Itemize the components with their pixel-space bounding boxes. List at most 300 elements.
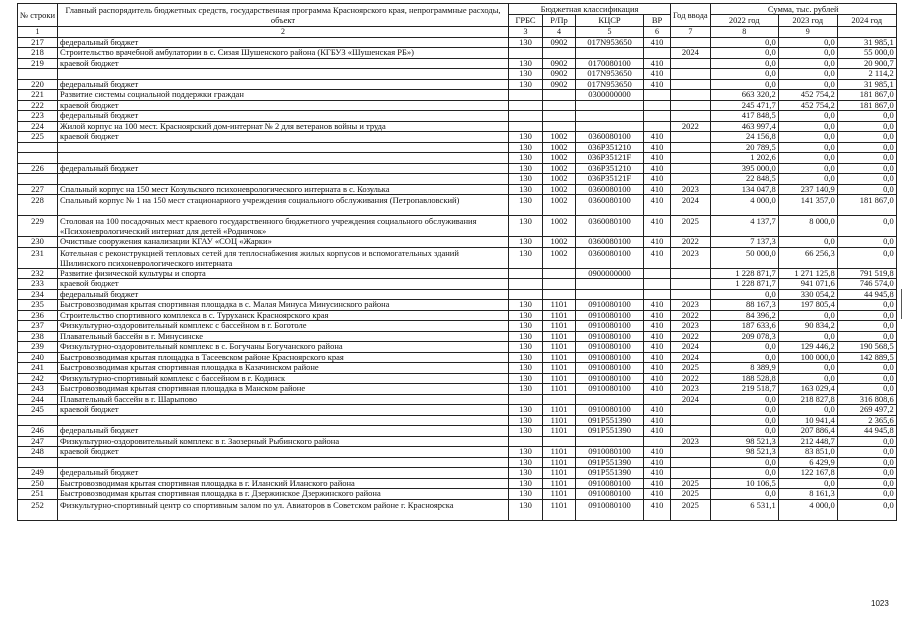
sum-2023-cell: 197 805,4 [778,300,837,311]
sum-2024-cell: 0,0 [837,142,896,153]
header-2022: 2022 год [710,15,778,27]
vr-cell [644,111,671,122]
kcsr-cell: 0360080100 [576,195,644,216]
kcsr-cell: 0910080100 [576,499,644,520]
vr-cell: 410 [644,321,671,332]
name-cell: краевой бюджет [58,100,509,111]
year-cell [671,163,711,174]
grbs-cell: 130 [509,468,543,479]
table-row [18,426,897,437]
name-cell: краевой бюджет [58,279,509,290]
year-cell: 2022 [671,237,711,248]
rpr-cell [543,48,576,59]
kcsr-cell: 091P551390 [576,457,644,468]
sum-2022-cell: 0,0 [710,342,778,353]
sum-2023-cell: 212 448,7 [778,436,837,447]
table-row [18,111,897,122]
grbs-cell: 130 [509,132,543,143]
kcsr-cell: 0910080100 [576,300,644,311]
table-row [18,79,897,90]
sum-2023-cell: 0,0 [778,111,837,122]
sum-2023-cell: 0,0 [778,79,837,90]
sum-2022-cell: 209 078,3 [710,331,778,342]
row-number-cell: 218 [18,48,58,59]
kcsr-cell: 0910080100 [576,405,644,416]
year-cell: 2023 [671,247,711,268]
vr-cell [644,436,671,447]
kcsr-cell: 0910080100 [576,384,644,395]
year-cell: 2023 [671,384,711,395]
sum-2022-cell: 98 521,3 [710,436,778,447]
kcsr-cell: 0910080100 [576,373,644,384]
table-row [18,499,897,520]
kcsr-cell: 0910080100 [576,363,644,374]
vr-cell: 410 [644,405,671,416]
header-row-number: № строки [18,4,58,27]
vr-cell: 410 [644,384,671,395]
grbs-cell: 130 [509,426,543,437]
sum-2023-cell: 0,0 [778,310,837,321]
year-cell: 2024 [671,195,711,216]
grbs-cell: 130 [509,37,543,48]
sum-2022-cell: 0,0 [710,352,778,363]
year-cell: 2024 [671,48,711,59]
name-cell: Развитие физической культуры и спорта [58,268,509,279]
vr-cell: 410 [644,373,671,384]
grbs-cell: 130 [509,331,543,342]
sum-2022-cell: 8 389,9 [710,363,778,374]
sum-2024-cell: 0,0 [837,321,896,332]
sum-2024-cell: 0,0 [837,247,896,268]
sum-2024-cell: 0,0 [837,132,896,143]
rpr-cell: 1101 [543,310,576,321]
year-cell [671,132,711,143]
budget-table [17,3,897,521]
table-row [18,237,897,248]
vr-cell: 410 [644,426,671,437]
vr-cell: 410 [644,300,671,311]
sum-2022-cell: 188 528,8 [710,373,778,384]
row-number-cell: 234 [18,289,58,300]
sum-2023-cell: 141 357,0 [778,195,837,216]
year-cell [671,58,711,69]
sum-2022-cell: 1 228 871,7 [710,279,778,290]
sum-2022-cell: 0,0 [710,405,778,416]
table-row [18,363,897,374]
table-row [18,132,897,143]
name-cell: Плавательный бассейн в г. Минусинске [58,331,509,342]
grbs-cell [509,111,543,122]
sum-2024-cell: 269 497,2 [837,405,896,416]
table-row [18,184,897,195]
table-row [18,447,897,458]
year-cell: 2025 [671,499,711,520]
name-cell: Физкультурно-спортивный центр со спортивным залом по ул. Авиаторов в Советском районе г. Красноярска [58,499,509,520]
row-number-cell: 236 [18,310,58,321]
sum-2024-cell: 0,0 [837,363,896,374]
table-row [18,69,897,80]
table-row [18,195,897,216]
vr-cell: 410 [644,352,671,363]
vr-cell: 410 [644,499,671,520]
table-row [18,289,897,300]
rpr-cell: 1101 [543,405,576,416]
sum-2024-cell: 316 808,6 [837,394,896,405]
name-cell [58,69,509,80]
name-cell: Жилой корпус на 100 мест. Красноярский дом-интернат № 2 для ветеранов войны и труда [58,121,509,132]
kcsr-cell: 0360080100 [576,247,644,268]
sum-2023-cell: 8 161,3 [778,489,837,500]
grbs-cell: 130 [509,373,543,384]
kcsr-cell: 017N953650 [576,79,644,90]
sum-2023-cell: 0,0 [778,153,837,164]
kcsr-cell: 036P35121F [576,174,644,185]
sum-2023-cell: 163 029,4 [778,384,837,395]
grbs-cell: 130 [509,489,543,500]
row-number-cell: 239 [18,342,58,353]
sum-2023-cell: 66 256,3 [778,247,837,268]
table-row [18,384,897,395]
sum-2023-cell: 330 054,2 [778,289,837,300]
sum-2023-cell: 0,0 [778,237,837,248]
year-cell [671,153,711,164]
table-row [18,415,897,426]
rpr-cell: 1101 [543,478,576,489]
sum-2024-cell: 31 985,1 [837,79,896,90]
sum-2023-cell: 100 000,0 [778,352,837,363]
kcsr-cell: 017N953650 [576,69,644,80]
name-cell: Строительство спортивного комплекса в с. Туруханск Красноярского края [58,310,509,321]
rpr-cell: 1101 [543,457,576,468]
name-cell: Плавательный бассейн в г. Шарыпово [58,394,509,405]
grbs-cell: 130 [509,321,543,332]
grbs-cell: 130 [509,195,543,216]
row-number-cell: 229 [18,216,58,237]
sum-2023-cell: 0,0 [778,69,837,80]
year-cell [671,111,711,122]
sum-2023-cell: 8 000,0 [778,216,837,237]
sum-2022-cell: 88 167,3 [710,300,778,311]
year-cell: 2022 [671,331,711,342]
vr-cell: 410 [644,153,671,164]
sum-2023-cell: 941 071,6 [778,279,837,290]
table-row [18,58,897,69]
column-index: 6 [644,27,671,38]
row-number-cell: 232 [18,268,58,279]
rpr-cell: 1101 [543,447,576,458]
grbs-cell: 130 [509,342,543,353]
name-cell: Развитие системы социальной поддержки граждан [58,90,509,101]
header-budget-classification: Бюджетная классификация [509,4,671,15]
rpr-cell: 1101 [543,468,576,479]
kcsr-cell: 0360080100 [576,184,644,195]
sum-2022-cell: 22 848,5 [710,174,778,185]
row-number-cell: 223 [18,111,58,122]
grbs-cell [509,90,543,101]
sum-2024-cell: 181 867,0 [837,100,896,111]
name-cell: краевой бюджет [58,447,509,458]
year-cell [671,142,711,153]
vr-cell: 410 [644,69,671,80]
vr-cell: 410 [644,132,671,143]
rpr-cell: 0902 [543,79,576,90]
kcsr-cell: 0910080100 [576,310,644,321]
column-index: 5 [576,27,644,38]
rpr-cell [543,436,576,447]
table-row [18,373,897,384]
vr-cell: 410 [644,184,671,195]
sum-2024-cell: 0,0 [837,373,896,384]
sum-2023-cell: 0,0 [778,58,837,69]
grbs-cell: 130 [509,352,543,363]
sum-2024-cell: 0,0 [837,300,896,311]
kcsr-cell: 091P551390 [576,468,644,479]
table-row [18,216,897,237]
name-cell: Строительство врачебной амбулатории в с. Сизая Шушенского района (КГБУЗ «Шушенская РБ») [58,48,509,59]
row-number-cell: 242 [18,373,58,384]
vr-cell [644,100,671,111]
row-number-cell: 230 [18,237,58,248]
sum-2022-cell: 245 471,7 [710,100,778,111]
year-cell: 2024 [671,352,711,363]
vr-cell: 410 [644,37,671,48]
rpr-cell: 1002 [543,174,576,185]
year-cell: 2023 [671,184,711,195]
column-index [837,27,896,38]
column-index: 8 [710,27,778,38]
row-number-cell [18,457,58,468]
sum-2022-cell: 219 518,7 [710,384,778,395]
grbs-cell [509,48,543,59]
sum-2023-cell: 0,0 [778,174,837,185]
sum-2024-cell: 2 365,6 [837,415,896,426]
kcsr-cell [576,436,644,447]
row-number-cell: 226 [18,163,58,174]
kcsr-cell: 0910080100 [576,447,644,458]
sum-2024-cell: 2 114,2 [837,69,896,80]
name-cell: федеральный бюджет [58,111,509,122]
row-number-cell: 219 [18,58,58,69]
sum-2023-cell: 452 754,2 [778,100,837,111]
name-cell: Спальный корпус на 150 мест Козульского психоневрологического интерната в с. Козулька [58,184,509,195]
grbs-cell: 130 [509,363,543,374]
sum-2024-cell: 0,0 [837,499,896,520]
name-cell: Физкультурно-оздоровительный комплекс с бассейном в г. Боготоле [58,321,509,332]
year-cell [671,268,711,279]
row-number-cell [18,415,58,426]
year-cell [671,405,711,416]
vr-cell: 410 [644,363,671,374]
rpr-cell: 1002 [543,216,576,237]
name-cell: Очистные сооружения канализации КГАУ «СОЦ «Жарки» [58,237,509,248]
year-cell [671,468,711,479]
sum-2023-cell: 0,0 [778,478,837,489]
rpr-cell: 1002 [543,184,576,195]
vr-cell [644,90,671,101]
table-row [18,268,897,279]
sum-2022-cell: 663 320,2 [710,90,778,101]
table-row [18,100,897,111]
header-name: Главный распорядитель бюджетных средств, государственная программа Красноярского края, непрограммные расходы, объект [58,4,509,27]
sum-2024-cell: 0,0 [837,174,896,185]
row-number-cell: 235 [18,300,58,311]
table-row [18,405,897,416]
name-cell: Быстровозводимая крытая спортивная площадка в с. Малая Минуса Минусинского района [58,300,509,311]
vr-cell: 410 [644,342,671,353]
table-header [18,4,897,38]
kcsr-cell: 0360080100 [576,237,644,248]
sum-2024-cell: 0,0 [837,489,896,500]
sum-2022-cell: 134 047,8 [710,184,778,195]
kcsr-cell: 0300000000 [576,90,644,101]
sum-2022-cell: 395 000,0 [710,163,778,174]
sum-2023-cell: 83 851,0 [778,447,837,458]
header-2024: 2024 год [837,15,896,27]
year-cell [671,457,711,468]
sum-2022-cell: 463 997,4 [710,121,778,132]
sum-2024-cell: 31 985,1 [837,37,896,48]
year-cell [671,90,711,101]
kcsr-cell: 0910080100 [576,352,644,363]
rpr-cell: 0902 [543,58,576,69]
sum-2022-cell: 0,0 [710,69,778,80]
name-cell: Физкультурно-оздоровительный комплекс в г. Заозерный Рыбинского района [58,436,509,447]
kcsr-cell: 0900000000 [576,268,644,279]
name-cell [58,457,509,468]
name-cell: краевой бюджет [58,132,509,143]
row-number-cell: 224 [18,121,58,132]
name-cell: федеральный бюджет [58,37,509,48]
row-number-cell: 217 [18,37,58,48]
sum-2023-cell: 237 140,9 [778,184,837,195]
row-number-cell: 249 [18,468,58,479]
year-cell [671,426,711,437]
year-cell: 2022 [671,373,711,384]
year-cell [671,289,711,300]
sum-2024-cell: 44 945,8 [837,289,896,300]
column-index: 1 [18,27,58,38]
table-row [18,163,897,174]
sum-2022-cell: 0,0 [710,48,778,59]
name-cell: Физкультурно-спортивный комплекс с бассейном в г. Кодинск [58,373,509,384]
rpr-cell [543,90,576,101]
row-number-cell: 238 [18,331,58,342]
vr-cell: 410 [644,142,671,153]
grbs-cell [509,268,543,279]
column-index: 7 [671,27,711,38]
table-row [18,457,897,468]
sum-2022-cell: 0,0 [710,289,778,300]
rpr-cell: 1002 [543,163,576,174]
table-row [18,48,897,59]
name-cell [58,142,509,153]
sum-2024-cell: 190 568,5 [837,342,896,353]
row-number-cell: 248 [18,447,58,458]
row-number-cell: 231 [18,247,58,268]
table-row [18,468,897,479]
table-row [18,142,897,153]
column-index: 9 [778,27,837,38]
sum-2023-cell: 1 271 125,8 [778,268,837,279]
sum-2022-cell: 0,0 [710,468,778,479]
name-cell: Быстровозводимая крытая спортивная площадка в Казачинском районе [58,363,509,374]
year-cell: 2025 [671,216,711,237]
grbs-cell: 130 [509,300,543,311]
grbs-cell: 130 [509,247,543,268]
sum-2024-cell: 791 519,8 [837,268,896,279]
row-number-cell: 247 [18,436,58,447]
kcsr-cell: 0910080100 [576,342,644,353]
vr-cell: 410 [644,478,671,489]
name-cell: федеральный бюджет [58,79,509,90]
sum-2023-cell: 0,0 [778,121,837,132]
kcsr-cell: 0910080100 [576,331,644,342]
kcsr-cell [576,394,644,405]
rpr-cell: 1002 [543,237,576,248]
header-grbs: ГРБС [509,15,543,27]
table-row [18,247,897,268]
sum-2024-cell: 44 945,8 [837,426,896,437]
rpr-cell: 1002 [543,153,576,164]
sum-2023-cell: 122 167,8 [778,468,837,479]
header-kcsr: КЦСР [576,15,644,27]
grbs-cell: 130 [509,415,543,426]
table-row [18,310,897,321]
row-number-cell [18,69,58,80]
grbs-cell [509,394,543,405]
row-number-cell: 240 [18,352,58,363]
header-2023: 2023 год [778,15,837,27]
vr-cell: 410 [644,331,671,342]
table-row [18,394,897,405]
column-index: 3 [509,27,543,38]
sum-2023-cell: 0,0 [778,405,837,416]
sum-2022-cell: 187 633,6 [710,321,778,332]
vr-cell [644,121,671,132]
table-row [18,478,897,489]
sum-2024-cell: 181 867,0 [837,195,896,216]
year-cell: 2023 [671,300,711,311]
rpr-cell: 0902 [543,37,576,48]
grbs-cell: 130 [509,478,543,489]
sum-2023-cell: 207 886,4 [778,426,837,437]
grbs-cell: 130 [509,69,543,80]
vr-cell: 410 [644,468,671,479]
vr-cell [644,268,671,279]
year-cell [671,447,711,458]
sum-2022-cell: 417 848,5 [710,111,778,122]
table-row [18,352,897,363]
rpr-cell: 1101 [543,363,576,374]
year-cell [671,415,711,426]
sum-2024-cell: 0,0 [837,468,896,479]
sum-2024-cell: 0,0 [837,478,896,489]
sum-2023-cell: 0,0 [778,48,837,59]
name-cell: Быстровозводимая крытая спортивная площадка в г. Иланский Иланского района [58,478,509,489]
row-number-cell: 222 [18,100,58,111]
rpr-cell: 1101 [543,342,576,353]
sum-2024-cell: 0,0 [837,331,896,342]
sum-2023-cell: 0,0 [778,363,837,374]
header-year-input: Год ввода [671,4,711,27]
name-cell: Быстровозводимая крытая площадка в Тасеевском районе Красноярского края [58,352,509,363]
rpr-cell [543,279,576,290]
rpr-cell: 1101 [543,499,576,520]
name-cell: федеральный бюджет [58,426,509,437]
rpr-cell: 1002 [543,132,576,143]
table-row [18,436,897,447]
vr-cell: 410 [644,447,671,458]
